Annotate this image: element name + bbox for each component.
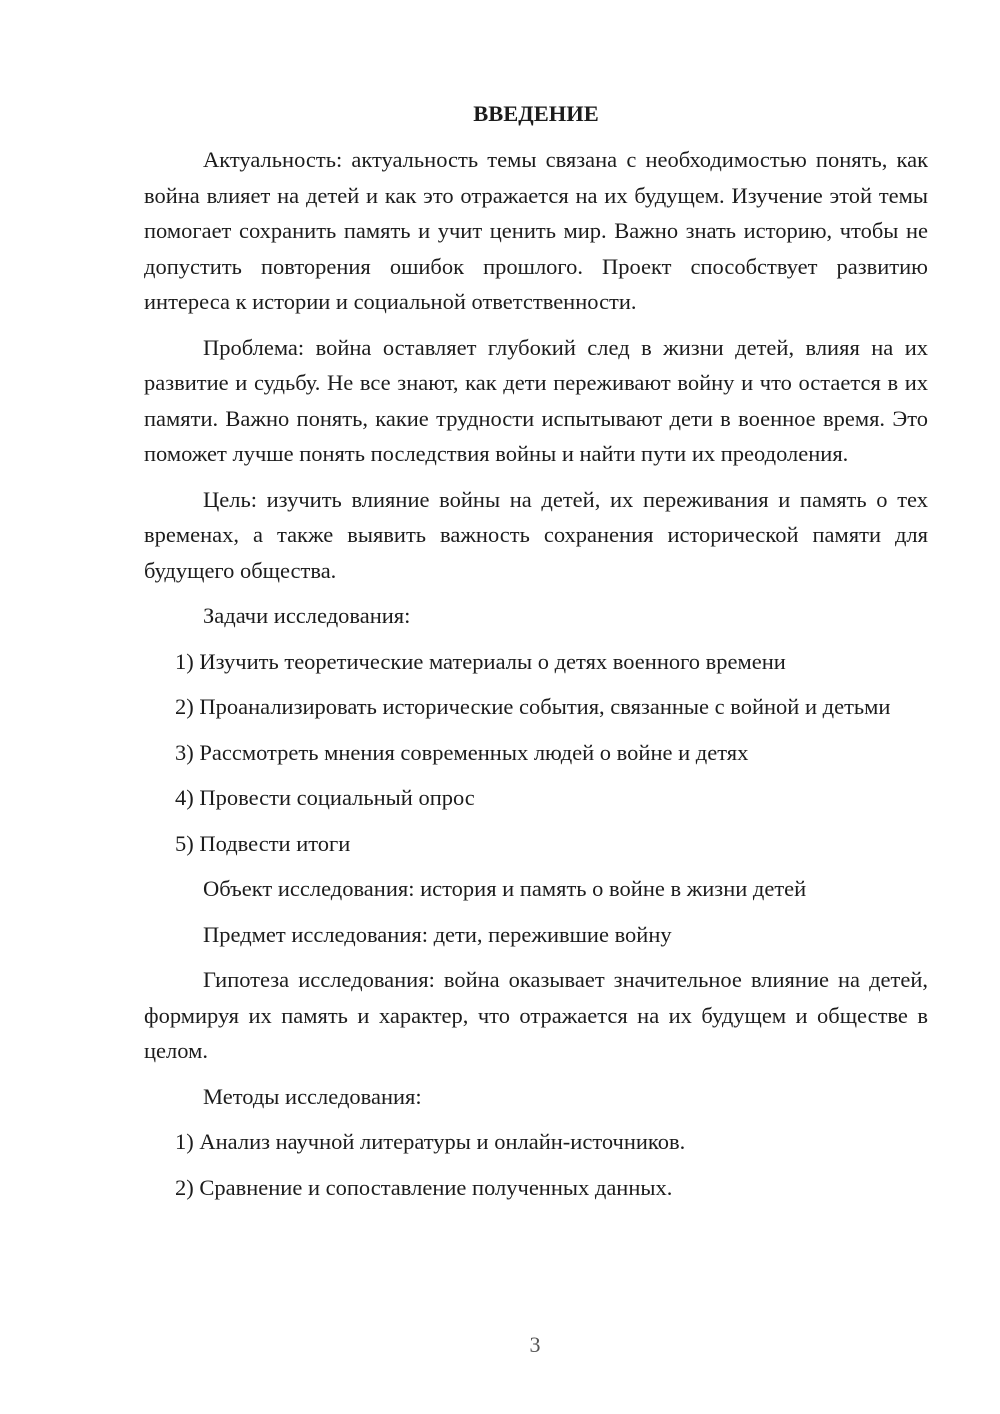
paragraph-goal: Цель: изучить влияние войны на детей, их переживания и память о тех временах, а также выявить важность сохранения исторической памяти для будущего общества. (144, 486, 928, 583)
methods-title: Методы исследования: (203, 1083, 422, 1109)
page-number: 3 (529, 1332, 541, 1357)
task-item-1: 1) Изучить теоретические материалы о детях военного времени (175, 648, 786, 674)
task-item-4: 4) Провести социальный опрос (175, 785, 475, 810)
task-item-5: 5) Подвести итоги (175, 830, 351, 856)
method-item-1: 1) Анализ научной литературы и онлайн-источников. (175, 1129, 686, 1154)
paragraph-relevance: Актуальность: актуальность темы связана с необходимостью понять, как война влияет на детей и как это отражается на их будущем. Изучение этой темы помогает сохранить память и учит ценить мир. Важно знать историю, чтобы не допустить повторения ошибок прошлого. Проект способствует развитию интереса к истории и социальной ответственности. (144, 147, 928, 314)
paragraph-problem: Проблема: война оставляет глубокий след в жизни детей, влияя на их развитие и судьбу. Не все знают, как дети переживают войну и что остается в их памяти. Важно понять, какие трудности испытывают дети в военное время. Это поможет лучше понять последствия войны и найти пути их преодоления. (144, 334, 928, 466)
paragraph-subject: Предмет исследования: дети, пережившие войну (203, 921, 672, 947)
page-title: ВВЕДЕНИЕ (473, 101, 599, 126)
task-item-3: 3) Рассмотреть мнения современных людей о войне и детях (175, 739, 749, 765)
paragraph-object: Объект исследования: история и память о войне в жизни детей (203, 876, 807, 901)
paragraph-hypothesis: Гипотеза исследования: война оказывает значительное влияние на детей, формируя их память и характер, что отражается на их будущем и обществе в целом. (144, 967, 928, 1063)
method-item-2: 2) Сравнение и сопоставление полученных данных. (175, 1174, 673, 1200)
task-item-2: 2) Проанализировать исторические события, связанные с войной и детьми (175, 694, 891, 719)
tasks-title: Задачи исследования: (203, 603, 411, 628)
